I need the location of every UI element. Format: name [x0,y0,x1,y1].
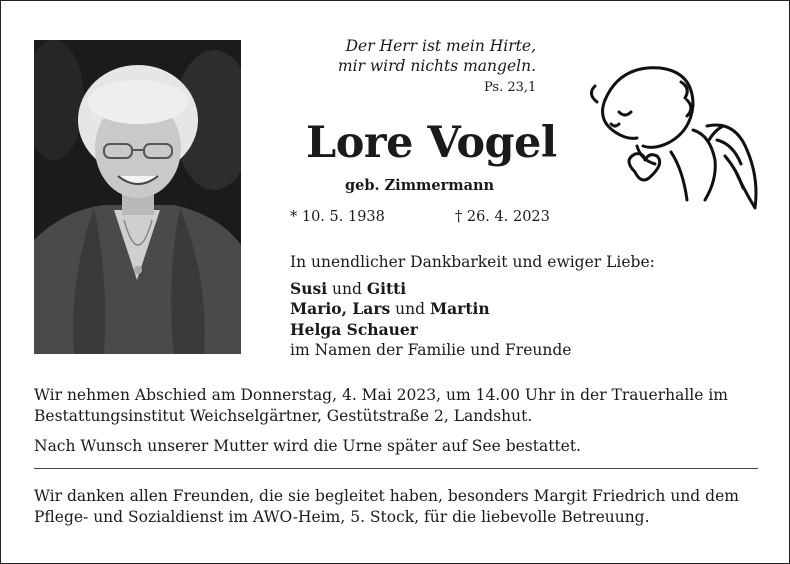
mourners-block [290,252,655,361]
mourners-line-2 [290,299,655,320]
mourner-martin: Martin [429,299,490,318]
mourner-lars: Lars [352,299,391,318]
psalm-line-1: Der Herr ist mein Hirte, [345,37,536,55]
deceased-name: Lore Vogel [306,118,557,168]
mourner-helga: Helga Schauer [290,319,418,339]
separator: , [341,299,353,318]
angel-with-heart-icon [575,60,765,220]
psalm-reference: Ps. 23,1 [484,80,537,95]
death-date: † 26. 4. 2023 [455,209,550,225]
funeral-notice: Wir nehmen Abschied am Donnerstag, 4. Mai 2023, um 14.00 Uhr in der Trauerhalle im Bestattungsinstitut Weichselgärtner, Gestütstraße 2, Landshut. [34,386,729,425]
psalm-quote [338,36,536,76]
birth-date: * 10. 5. 1938 [290,209,385,225]
thanks-notice: Wir danken allen Freunden, die sie begleitet haben, besonders Margit Friedrich und dem Pflege- und Sozialdienst im AWO-Heim, 5. Stock, für die liebevolle Betreuung. [34,487,739,526]
mourners-line-1 [290,279,655,300]
conjunction: und [390,300,430,318]
mourners-intro: In unendlicher Dankbarkeit und ewiger Liebe: [290,253,655,271]
mourner-gitti: Gitti [366,278,407,298]
mourners-line-4: im Namen der Familie und Freunde [290,341,572,359]
portrait-photo [34,40,241,354]
divider [34,468,758,469]
maiden-name: geb. Zimmermann [345,177,495,194]
psalm-line-2: mir wird nichts mangeln. [337,57,536,75]
conjunction: und [327,279,367,298]
mourner-susi: Susi [290,278,328,298]
mourner-mario: Mario [290,299,342,318]
mourners-line-3 [290,320,655,341]
urn-notice: Nach Wunsch unserer Mutter wird die Urne später auf See bestattet. [34,437,581,455]
